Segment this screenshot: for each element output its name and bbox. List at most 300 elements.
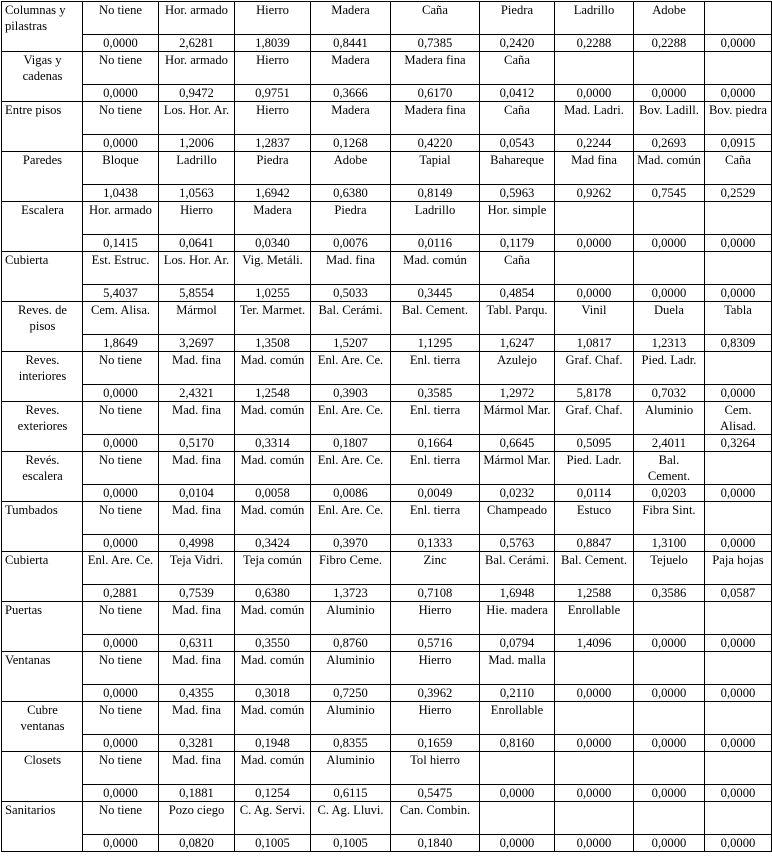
coefficient-value: 0,4854 bbox=[480, 285, 555, 302]
material-label bbox=[705, 2, 772, 35]
coefficient-value: 1,4096 bbox=[555, 635, 634, 652]
coefficient-value: 0,0114 bbox=[555, 485, 634, 502]
coefficient-value: 0,0000 bbox=[555, 85, 634, 102]
coefficient-value: 0,8355 bbox=[311, 735, 391, 752]
coefficient-value: 0,0915 bbox=[705, 135, 772, 152]
coefficient-value: 0,1948 bbox=[235, 735, 311, 752]
label-row bbox=[2, 652, 772, 685]
coefficient-value: 0,0000 bbox=[480, 785, 555, 802]
coefficient-value: 1,0438 bbox=[83, 185, 159, 202]
material-label: Bov. Ladill. bbox=[634, 102, 705, 135]
coefficient-value: 0,0000 bbox=[634, 635, 705, 652]
material-label: Mad fina bbox=[555, 152, 634, 185]
material-label: Tapial bbox=[391, 152, 480, 185]
coefficient-value: 0,9262 bbox=[555, 185, 634, 202]
material-label bbox=[634, 252, 705, 285]
material-label: Graf. Chaf. bbox=[555, 352, 634, 385]
coefficient-value: 1,2972 bbox=[480, 385, 555, 402]
coefficient-value: 0,0543 bbox=[480, 135, 555, 152]
coefficient-value: 2,4011 bbox=[634, 435, 705, 452]
coefficient-value: 0,0000 bbox=[83, 785, 159, 802]
coefficient-value: 0,8441 bbox=[311, 35, 391, 52]
coefficient-value: 0,0794 bbox=[480, 635, 555, 652]
material-label: Ladrillo bbox=[159, 152, 235, 185]
material-label: No tiene bbox=[83, 652, 159, 685]
material-label: Vinil bbox=[555, 302, 634, 335]
material-label: Fibra Sint. bbox=[634, 502, 705, 535]
material-label bbox=[705, 202, 772, 235]
coefficient-value: 0,2244 bbox=[555, 135, 634, 152]
material-label: Mármol Mar. bbox=[480, 402, 555, 435]
material-label: No tiene bbox=[83, 702, 159, 735]
material-label: Mad. fina bbox=[159, 352, 235, 385]
coefficient-value: 0,0000 bbox=[83, 485, 159, 502]
coefficient-value: 0,4220 bbox=[391, 135, 480, 152]
material-label: Madera bbox=[311, 102, 391, 135]
material-label: Hierro bbox=[235, 2, 311, 35]
label-row bbox=[2, 2, 772, 35]
material-label: Madera bbox=[311, 2, 391, 35]
coefficient-value: 2,4321 bbox=[159, 385, 235, 402]
material-label: Mad. común bbox=[235, 452, 311, 485]
material-label: Madera bbox=[235, 202, 311, 235]
coefficient-value: 0,0000 bbox=[705, 385, 772, 402]
coefficient-value: 0,1840 bbox=[391, 835, 480, 852]
coefficient-value: 0,3264 bbox=[705, 435, 772, 452]
material-label: Mad. fina bbox=[159, 602, 235, 635]
value-row bbox=[2, 735, 772, 752]
value-row bbox=[2, 235, 772, 252]
coefficient-value: 0,0000 bbox=[555, 735, 634, 752]
material-label: Piedra bbox=[235, 152, 311, 185]
material-label bbox=[705, 52, 772, 85]
label-row bbox=[2, 402, 772, 435]
material-label: C. Ag. Servi. bbox=[235, 802, 311, 835]
material-label: Mad. común bbox=[235, 502, 311, 535]
row-heading: Columnas y pilastras bbox=[2, 2, 83, 52]
value-row bbox=[2, 285, 772, 302]
material-label: Madera fina bbox=[391, 102, 480, 135]
coefficient-value: 0,8847 bbox=[555, 535, 634, 552]
material-label: Bahareque bbox=[480, 152, 555, 185]
material-label: Caña bbox=[391, 2, 480, 35]
coefficient-value: 2,6281 bbox=[159, 35, 235, 52]
material-label: No tiene bbox=[83, 402, 159, 435]
coefficient-value: 0,0232 bbox=[480, 485, 555, 502]
coefficient-value: 0,5475 bbox=[391, 785, 480, 802]
coefficient-value: 0,2881 bbox=[83, 585, 159, 602]
coefficient-value: 0,0000 bbox=[83, 435, 159, 452]
material-label: Bal. Cement. bbox=[391, 302, 480, 335]
material-label: Aluminio bbox=[311, 752, 391, 785]
coefficient-value: 0,0104 bbox=[159, 485, 235, 502]
material-label: Los. Hor. Ar. bbox=[159, 252, 235, 285]
coefficient-value: 1,5207 bbox=[311, 335, 391, 352]
coefficient-value: 0,0000 bbox=[83, 685, 159, 702]
material-label: Caña bbox=[705, 152, 772, 185]
coefficient-value: 0,7539 bbox=[159, 585, 235, 602]
coefficient-value: 0,1179 bbox=[480, 235, 555, 252]
material-label: Vig. Metáli. bbox=[235, 252, 311, 285]
coefficient-value: 0,1005 bbox=[235, 835, 311, 852]
material-label: Teja Vidri. bbox=[159, 552, 235, 585]
coefficient-value: 1,8039 bbox=[235, 35, 311, 52]
material-label bbox=[634, 202, 705, 235]
coefficient-value: 1,0255 bbox=[235, 285, 311, 302]
coefficient-value: 0,1659 bbox=[391, 735, 480, 752]
material-label: Hierro bbox=[235, 52, 311, 85]
material-label: Bal. Cement. bbox=[634, 452, 705, 485]
coefficient-value: 0,0049 bbox=[391, 485, 480, 502]
coefficient-value: 1,3508 bbox=[235, 335, 311, 352]
value-row bbox=[2, 385, 772, 402]
coefficient-value: 0,0000 bbox=[83, 135, 159, 152]
label-row bbox=[2, 102, 772, 135]
coefficient-value: 0,0000 bbox=[634, 85, 705, 102]
coefficient-value: 0,7545 bbox=[634, 185, 705, 202]
coefficient-value: 0,1333 bbox=[391, 535, 480, 552]
coefficient-value: 0,2288 bbox=[555, 35, 634, 52]
material-label: Bal. Cement. bbox=[555, 552, 634, 585]
material-label: Pozo ciego bbox=[159, 802, 235, 835]
material-label: Est. Estruc. bbox=[83, 252, 159, 285]
material-label: No tiene bbox=[83, 52, 159, 85]
coefficient-value: 0,0000 bbox=[634, 235, 705, 252]
coefficient-value: 0,3445 bbox=[391, 285, 480, 302]
value-row bbox=[2, 335, 772, 352]
material-label bbox=[705, 252, 772, 285]
coefficient-value: 0,7032 bbox=[634, 385, 705, 402]
coefficient-value: 0,0000 bbox=[634, 835, 705, 852]
material-label: Enrollable bbox=[480, 702, 555, 735]
row-heading: Tumbados bbox=[2, 502, 83, 552]
material-label: Hie. madera bbox=[480, 602, 555, 635]
coefficient-value: 0,3018 bbox=[235, 685, 311, 702]
row-heading: Entre pisos bbox=[2, 102, 83, 152]
material-label: Enl. Are. Ce. bbox=[311, 352, 391, 385]
coefficient-value: 0,0000 bbox=[705, 835, 772, 852]
material-label: Piedra bbox=[480, 2, 555, 35]
coefficient-value: 0,8760 bbox=[311, 635, 391, 652]
coefficient-value: 0,0000 bbox=[83, 535, 159, 552]
material-label: Mad. fina bbox=[311, 252, 391, 285]
coefficient-value: 0,2693 bbox=[634, 135, 705, 152]
row-heading: Closets bbox=[2, 752, 83, 802]
material-label bbox=[555, 802, 634, 835]
coefficient-value: 0,3424 bbox=[235, 535, 311, 552]
material-label bbox=[480, 752, 555, 785]
material-label: No tiene bbox=[83, 502, 159, 535]
row-heading: Sanitarios bbox=[2, 802, 83, 852]
coefficient-value: 0,9472 bbox=[159, 85, 235, 102]
value-row bbox=[2, 685, 772, 702]
material-label: Cem. Alisad. bbox=[705, 402, 772, 435]
material-label: Mad. fina bbox=[159, 502, 235, 535]
material-label bbox=[634, 652, 705, 685]
coefficient-value: 0,0000 bbox=[705, 85, 772, 102]
material-label bbox=[705, 452, 772, 485]
label-row bbox=[2, 802, 772, 835]
coefficient-value: 0,3970 bbox=[311, 535, 391, 552]
label-row bbox=[2, 152, 772, 185]
coefficient-value: 1,0817 bbox=[555, 335, 634, 352]
coefficient-value: 0,8149 bbox=[391, 185, 480, 202]
coefficient-value: 0,3550 bbox=[235, 635, 311, 652]
material-label: Hor. armado bbox=[159, 52, 235, 85]
material-label: Hor. armado bbox=[159, 2, 235, 35]
coefficient-value: 1,2006 bbox=[159, 135, 235, 152]
coefficient-value: 0,8160 bbox=[480, 735, 555, 752]
material-label: Mármol bbox=[159, 302, 235, 335]
material-label bbox=[480, 802, 555, 835]
label-row bbox=[2, 502, 772, 535]
material-label: Zinc bbox=[391, 552, 480, 585]
row-heading: Reves. interiores bbox=[2, 352, 83, 402]
coefficient-value: 0,5095 bbox=[555, 435, 634, 452]
coefficient-value: 5,8554 bbox=[159, 285, 235, 302]
coefficient-value: 0,9751 bbox=[235, 85, 311, 102]
coefficient-value: 1,2548 bbox=[235, 385, 311, 402]
material-label: Caña bbox=[480, 102, 555, 135]
coefficient-value: 0,0340 bbox=[235, 235, 311, 252]
coefficient-value: 0,5033 bbox=[311, 285, 391, 302]
value-row bbox=[2, 835, 772, 852]
material-label bbox=[555, 52, 634, 85]
material-label: Fibro Ceme. bbox=[311, 552, 391, 585]
material-label: Ladrillo bbox=[555, 2, 634, 35]
material-label: Estuco bbox=[555, 502, 634, 535]
coefficient-value: 0,0000 bbox=[83, 835, 159, 852]
coefficient-value: 0,0000 bbox=[705, 735, 772, 752]
coefficient-value: 0,0000 bbox=[705, 535, 772, 552]
material-label: Mad. común bbox=[235, 602, 311, 635]
coefficient-value: 0,1005 bbox=[311, 835, 391, 852]
material-label: Madera bbox=[311, 52, 391, 85]
material-label: Adobe bbox=[311, 152, 391, 185]
material-label: Bal. Cerámi. bbox=[480, 552, 555, 585]
material-label: Mad. fina bbox=[159, 752, 235, 785]
value-row bbox=[2, 635, 772, 652]
coefficient-value: 0,4355 bbox=[159, 685, 235, 702]
value-row bbox=[2, 85, 772, 102]
coefficient-value: 1,1295 bbox=[391, 335, 480, 352]
coefficient-value: 0,0000 bbox=[555, 835, 634, 852]
coefficient-value: 0,0820 bbox=[159, 835, 235, 852]
coefficient-value: 1,6948 bbox=[480, 585, 555, 602]
material-label bbox=[555, 752, 634, 785]
coefficient-value: 0,0412 bbox=[480, 85, 555, 102]
material-label: Champeado bbox=[480, 502, 555, 535]
coefficient-value: 0,0000 bbox=[555, 285, 634, 302]
material-label: Tabla bbox=[705, 302, 772, 335]
coefficient-value: 1,0563 bbox=[159, 185, 235, 202]
material-label: Hierro bbox=[391, 702, 480, 735]
coefficient-value: 0,0000 bbox=[555, 785, 634, 802]
row-heading: Cubierta bbox=[2, 252, 83, 302]
material-label: Mad. fina bbox=[159, 402, 235, 435]
material-label: Paja hojas bbox=[705, 552, 772, 585]
material-label: No tiene bbox=[83, 752, 159, 785]
value-row bbox=[2, 435, 772, 452]
row-heading: Cubierta bbox=[2, 552, 83, 602]
value-row bbox=[2, 585, 772, 602]
material-label: Mad. Ladri. bbox=[555, 102, 634, 135]
label-row bbox=[2, 352, 772, 385]
row-heading: Revés. escalera bbox=[2, 452, 83, 502]
material-label: Tabl. Parqu. bbox=[480, 302, 555, 335]
coefficient-value: 0,7108 bbox=[391, 585, 480, 602]
material-label bbox=[555, 652, 634, 685]
material-label: Caña bbox=[480, 252, 555, 285]
coefficient-value: 0,1881 bbox=[159, 785, 235, 802]
material-label: Enl. tierra bbox=[391, 502, 480, 535]
material-label: Pied. Ladr. bbox=[555, 452, 634, 485]
coefficient-value: 0,0000 bbox=[634, 735, 705, 752]
coefficient-value: 1,2588 bbox=[555, 585, 634, 602]
label-row bbox=[2, 602, 772, 635]
material-label: Aluminio bbox=[311, 702, 391, 735]
coefficient-value: 0,0000 bbox=[705, 635, 772, 652]
label-row bbox=[2, 202, 772, 235]
coefficient-value: 0,1254 bbox=[235, 785, 311, 802]
coefficient-value: 0,0000 bbox=[634, 685, 705, 702]
material-label: Hierro bbox=[235, 102, 311, 135]
material-label: Hierro bbox=[391, 652, 480, 685]
material-label bbox=[705, 702, 772, 735]
coefficient-value: 0,5716 bbox=[391, 635, 480, 652]
coefficient-value: 0,0000 bbox=[705, 235, 772, 252]
coefficient-value: 0,1415 bbox=[83, 235, 159, 252]
material-label bbox=[634, 702, 705, 735]
coefficient-value: 0,0000 bbox=[83, 35, 159, 52]
coefficient-value: 1,6247 bbox=[480, 335, 555, 352]
material-label: Mad. común bbox=[634, 152, 705, 185]
row-heading: Cubre ventanas bbox=[2, 702, 83, 752]
coefficient-value: 0,0000 bbox=[83, 735, 159, 752]
material-label bbox=[705, 652, 772, 685]
material-label bbox=[555, 702, 634, 735]
material-label: Mad. fina bbox=[159, 702, 235, 735]
row-heading: Reves. de pisos bbox=[2, 302, 83, 352]
material-label bbox=[634, 802, 705, 835]
material-label bbox=[705, 802, 772, 835]
material-label: Enl. tierra bbox=[391, 352, 480, 385]
material-label: Ladrillo bbox=[391, 202, 480, 235]
material-label: No tiene bbox=[83, 802, 159, 835]
coefficient-value: 5,8178 bbox=[555, 385, 634, 402]
material-label: Enl. Are. Ce. bbox=[311, 452, 391, 485]
material-label bbox=[705, 352, 772, 385]
material-label: Mad. común bbox=[235, 402, 311, 435]
material-label: Caña bbox=[480, 52, 555, 85]
value-row bbox=[2, 535, 772, 552]
coefficient-value: 0,0086 bbox=[311, 485, 391, 502]
coefficient-value: 0,0116 bbox=[391, 235, 480, 252]
material-label: Madera fina bbox=[391, 52, 480, 85]
coefficient-value: 0,0000 bbox=[83, 85, 159, 102]
coefficient-value: 0,3585 bbox=[391, 385, 480, 402]
coefficient-value: 0,5963 bbox=[480, 185, 555, 202]
material-label bbox=[634, 752, 705, 785]
material-label: Bloque bbox=[83, 152, 159, 185]
material-label: Enl. tierra bbox=[391, 402, 480, 435]
coefficient-value: 0,0000 bbox=[83, 635, 159, 652]
material-label: Ter. Marmet. bbox=[235, 302, 311, 335]
material-label: No tiene bbox=[83, 602, 159, 635]
material-label: No tiene bbox=[83, 452, 159, 485]
material-label bbox=[634, 52, 705, 85]
material-label: Enl. Are. Ce. bbox=[311, 502, 391, 535]
coefficient-value: 0,1807 bbox=[311, 435, 391, 452]
material-label: Teja común bbox=[235, 552, 311, 585]
coefficient-value: 0,0000 bbox=[634, 785, 705, 802]
coefficient-value: 0,3962 bbox=[391, 685, 480, 702]
coefficient-value: 0,2288 bbox=[634, 35, 705, 52]
coefficient-value: 0,1664 bbox=[391, 435, 480, 452]
material-label: No tiene bbox=[83, 102, 159, 135]
coefficient-value: 0,3903 bbox=[311, 385, 391, 402]
material-label: Hierro bbox=[159, 202, 235, 235]
material-label: Enl. tierra bbox=[391, 452, 480, 485]
coefficient-value: 1,6942 bbox=[235, 185, 311, 202]
material-label bbox=[555, 202, 634, 235]
material-label: Pied. Ladr. bbox=[634, 352, 705, 385]
material-label: Aluminio bbox=[311, 652, 391, 685]
coefficient-value: 0,0000 bbox=[705, 35, 772, 52]
row-heading: Vigas y cadenas bbox=[2, 52, 83, 102]
coefficient-value: 1,3100 bbox=[634, 535, 705, 552]
material-label: Aluminio bbox=[634, 402, 705, 435]
coefficient-value: 0,1268 bbox=[311, 135, 391, 152]
material-label: Tejuelo bbox=[634, 552, 705, 585]
material-label: Mármol Mar. bbox=[480, 452, 555, 485]
row-heading: Escalera bbox=[2, 202, 83, 252]
coefficient-value: 1,3723 bbox=[311, 585, 391, 602]
material-label: Mad. malla bbox=[480, 652, 555, 685]
coefficient-value: 3,2697 bbox=[159, 335, 235, 352]
label-row bbox=[2, 552, 772, 585]
coefficient-value: 0,6380 bbox=[311, 185, 391, 202]
coefficient-value: 0,0641 bbox=[159, 235, 235, 252]
coefficient-value: 0,3314 bbox=[235, 435, 311, 452]
label-row bbox=[2, 302, 772, 335]
coefficient-value: 0,0000 bbox=[705, 785, 772, 802]
coefficient-value: 0,6170 bbox=[391, 85, 480, 102]
material-label: Mad. común bbox=[235, 352, 311, 385]
label-row bbox=[2, 452, 772, 485]
coefficient-value: 0,0076 bbox=[311, 235, 391, 252]
coefficient-value: 0,0000 bbox=[705, 685, 772, 702]
label-row bbox=[2, 752, 772, 785]
material-label: Los. Hor. Ar. bbox=[159, 102, 235, 135]
coefficient-value: 1,2313 bbox=[634, 335, 705, 352]
coefficient-value: 0,0000 bbox=[705, 485, 772, 502]
coefficient-value: 0,0000 bbox=[480, 835, 555, 852]
material-label bbox=[705, 602, 772, 635]
coefficient-value: 0,2420 bbox=[480, 35, 555, 52]
material-label: Bal. Cerámi. bbox=[311, 302, 391, 335]
coefficient-value: 0,3281 bbox=[159, 735, 235, 752]
value-row bbox=[2, 485, 772, 502]
material-label: Can. Combin. bbox=[391, 802, 480, 835]
material-label: Aluminio bbox=[311, 602, 391, 635]
material-label: C. Ag. Lluvi. bbox=[311, 802, 391, 835]
material-label: Azulejo bbox=[480, 352, 555, 385]
coefficient-value: 1,8649 bbox=[83, 335, 159, 352]
coefficient-value: 0,5170 bbox=[159, 435, 235, 452]
coefficient-value: 0,0000 bbox=[634, 285, 705, 302]
material-label: Mad. común bbox=[235, 652, 311, 685]
